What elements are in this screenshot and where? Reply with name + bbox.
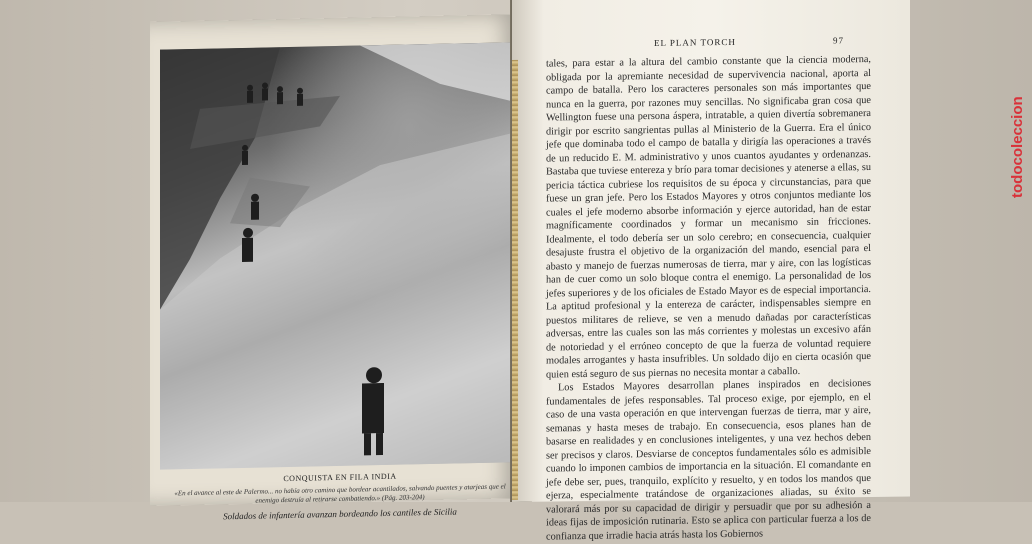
caption-quote: «En el avance al este de Palermo... no había otro camino que bordear acantilados, salvando puentes y atarjeas que el enemigo destruía al retirarse combatiendo.» (Pág. 203-204)	[174, 482, 506, 505]
watermark-text: todocoleccion	[1009, 96, 1026, 198]
caption-title: CONQUISTA EN FILA INDIA	[283, 471, 397, 484]
left-page	[150, 14, 522, 522]
right-page	[512, 0, 910, 543]
paragraph: tales, para estar a la altura del cambio constante que la ciencia moderna, obligada por la apremiante necesidad de supervivencia nacional, aporta al campo de batalla. Pero los caracteres personales son más importantes que nunca en la guerra, por razones muy sencillas. No significaba gran cosa que Wellington fuese una persona áspera, intratable, a quien divertía sobremanera dirigir por escrito sangrientas pullas al Ministerio de la Guerra. Era el único jefe que dominaba todo el campo de batalla y dirigía las operaciones a través de un reducido E. M. administrativo y unos cuantos ayudantes y ordenanzas. Bastaba que tuviese entereza y brío para tomar decisiones y atenerse a ellas, su pericia táctica cubriese los requisitos de su época y circunstancias, para que fuese un gran jefe. Pero los Estados Mayores y otros conjuntos mediante los cuales el jefe moderno absorbe información y ejerce autoridad, han de estar magníficamente coordinados y formar un mecanismo sin fricciones. Idealmente, el todo debería ser un solo cerebro; en consecuencia, cualquier desajuste frustra el objetivo de la organización del mando, esencial para el abasto y manejo de fuerzas numerosas de tierra, mar y aire, con las logísticas han de cuer como un solo bloque contra el enemigo. La personalidad de los jefes superiores y de los oficiales de Estado Mayor es de especial importancia. La aptitud profesional y la entereza de carácter, indispensables siempre en puestos militares de relieve, se ven a menudo dañadas por características adversas, entre las cuales son las más corrientes y molestas un excesivo afán de notoriedad y el erróneo concepto de que la fuerza de voluntad requiere modales arrogantes y hasta insufribles. Un soldado dijo en cierta ocasión que quien está seguro de sus piernas no necesita montar a caballo.	[546, 53, 871, 381]
caption-subtitle: Soldados de infantería avanzan bordeando los cantiles de Sicilia	[223, 506, 457, 522]
running-head	[654, 35, 844, 48]
body-text	[546, 53, 871, 544]
photo-caption	[170, 469, 510, 523]
watermark-logo	[1003, 70, 1029, 200]
running-head-title: EL PLAN TORCH	[654, 36, 736, 49]
paragraph: Los Estados Mayores desarrollan planes inspirados en decisiones fundamentales de jefes responsables. Tal proceso exige, por ejemplo, en el caso de una vasta operación en que intervengan fuerzas de tierra, mar y aire, semanas y hasta meses de trabajo. En consecuencia, esos planes han de basarse en realidades y en conclusiones inteligentes, y una vez hechos deben ser precisos y claros. Desviarse de conceptos fundamentales sólo es admisible cuando lo imponen cambios de importancia en la situación. El comandante en jefe debe ser, pues, tranquilo, explícito y resuelto, y en todos los mandos que ejerza, especialmente tratándose de organizaciones aliadas, su éxito se valorará más por su capacidad de dirigir y persuadir que por su adhesión a ideas fijas de imposición rutinaria. Esto se aplica con particular fuerza a los de confianza que irradie hacia atrás hasta los Gobiernos	[546, 377, 871, 543]
gilt-edge	[512, 60, 518, 500]
open-book	[150, 0, 910, 543]
mountain-soldiers-photo	[160, 42, 516, 469]
page-number: 97	[833, 35, 844, 46]
